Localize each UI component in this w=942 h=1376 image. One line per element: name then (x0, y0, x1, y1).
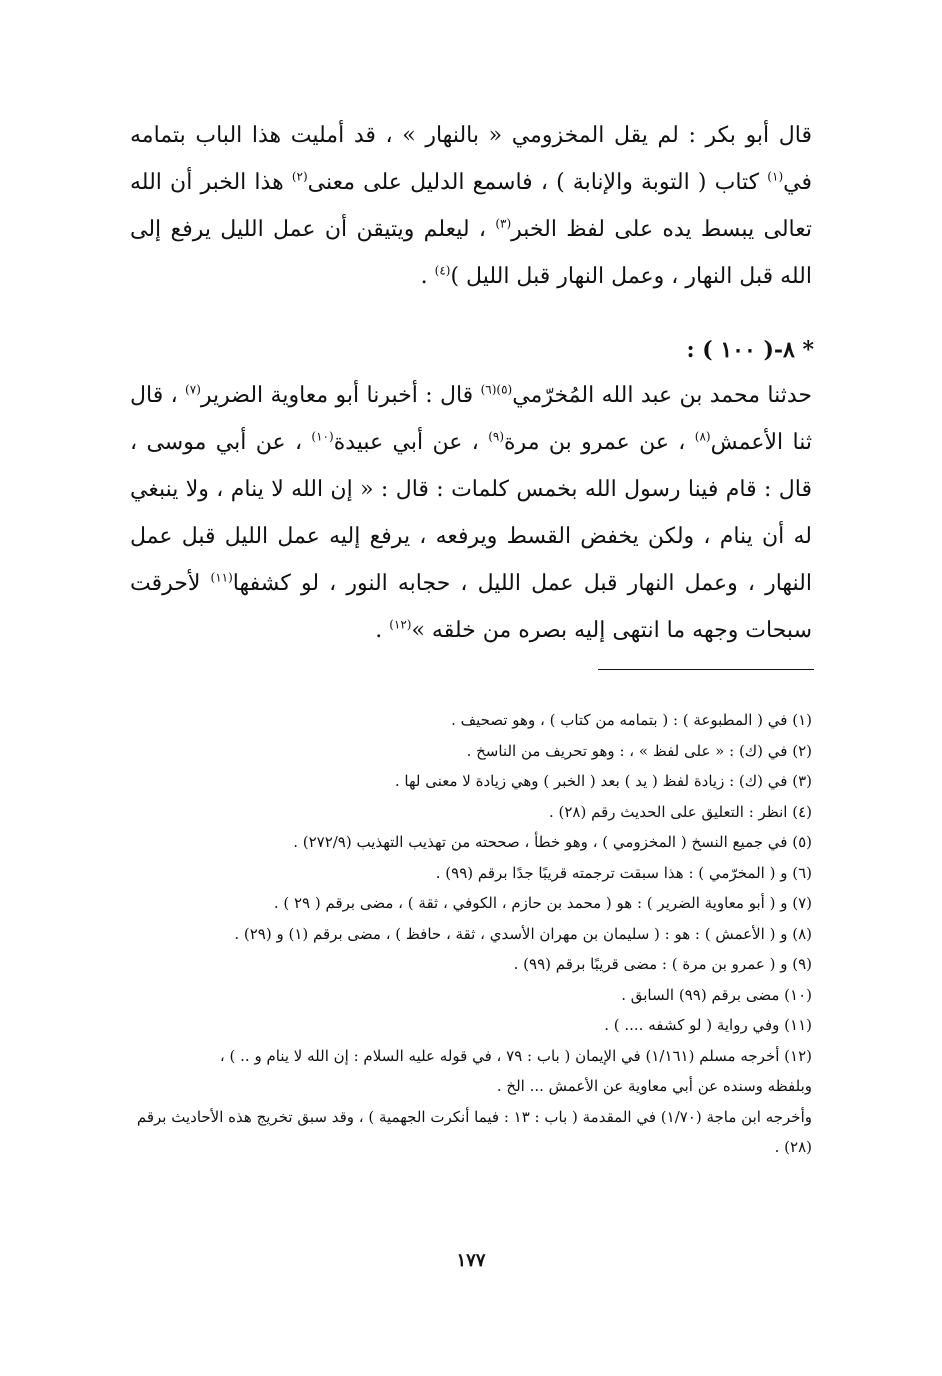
footnote-item: (١٠) مضى برقم (٩٩) السابق . (621, 985, 812, 1004)
footnote-ref: (٧) (185, 382, 201, 397)
text-segment: ، عن عمرو بن مرة (504, 430, 695, 455)
text-segment: ، عن أبي موسى ، قال : قام فينا رسول الله بخمس كلمات : قال : « إن الله لا ينام ، ولا ينبغي له أن ينام ، ولكن يخفض القسط ويرفعه ، يرفع إليه عمل الليل قبل عمل النهار ، وعمل النهار قبل عمل الليل ، حجابه النور ، لو كشفها (130, 430, 813, 596)
text-segment: حدثنا محمد بن عبد الله المُخرّمي (512, 383, 812, 408)
text-segment: هذا الخبر أن الله تعالى يبسط يده على لفظ الخبر (130, 170, 813, 242)
footnote-item: (٩) و ( عمرو بن مرة ) : مضى قريبًا برقم (٩٩) . (513, 955, 812, 973)
text-segment: . (375, 618, 390, 643)
text-segment: قال : أخبرنا أبو معاوية الضرير (200, 383, 481, 408)
footnote-ref: (١) (767, 169, 784, 184)
footnotes-list (130, 705, 812, 1163)
footnote-item: وبلفظه وسنده عن أبي معاوية عن الأعمش ... الخ . (496, 1077, 812, 1095)
footnote-ref: (٢) (291, 169, 308, 184)
footnote-item: (٤) انظر : التعليق على الحديث رقم (٢٨) . (548, 802, 812, 821)
footnote-divider (598, 669, 814, 670)
footnote-item: (١٢) أخرجه مسلم (١/١٦١) في الإيمان ( باب : ٧٩ ، في قوله عليه السلام : إن الله لا ينام و .. ) ، (219, 1046, 812, 1065)
page-number: ١٧٧ (456, 1250, 486, 1271)
footnote-item: (١١) وفي رواية ( لو كشفه .... ) . (604, 1016, 812, 1034)
text-segment: كتاب ( التوبة والإنابة ) ، فاسمع الدليل على معنى (307, 170, 760, 195)
footnote-item: (٨) و ( الأعمش ) : هو : ( سليمان بن مهران الأسدي ، ثقة ، حافظ ) ، مضى برقم (١) و (٢٩) . (234, 924, 812, 943)
text-segment: . (420, 264, 435, 289)
footnote-item: (٢) في (ك) : « على لفظ » ، : وهو تحريف من الناسخ . (466, 741, 812, 760)
text-segment: لأحرقت سبحات وجهه ما انتهى إليه بصره من خلقه » (130, 571, 812, 643)
footnote-ref: (١٢) (389, 617, 412, 632)
opening-paragraph (130, 112, 812, 300)
footnote-item: (٥) في جميع النسخ ( المخزومي ) ، وهو خطأ ، صححته من تهذيب التهذيب (٢٧٢/٩) . (293, 833, 812, 851)
text-segment: ، قال ثنا الأعمش (130, 383, 812, 455)
footnote-ref: (٩) (488, 429, 505, 444)
footnote-ref: (٥)(٦) (480, 382, 513, 397)
hadith-heading: * ٨-( ١٠٠ ) : (686, 337, 814, 363)
footnote-ref: (١٠) (311, 429, 334, 444)
text-segment: ، عن أبي عبيدة (333, 430, 489, 455)
footnote-item: (٧) و ( أبو معاوية الضرير ) : هو ( محمد بن حازم ، الكوفي ، ثقة ) ، مضى برقم ( ٢٩ ) . (273, 894, 812, 912)
text-segment: ، ليعلم ويتيقن أن عمل الليل يرفع إلى الله قبل النهار ، وعمل النهار قبل الليل ) (130, 217, 812, 289)
footnote-ref: (١١) (210, 570, 233, 585)
footnote-ref: (٤) (434, 263, 451, 278)
footnote-item: (١) في ( المطبوعة ) : ( بتمامه من كتاب ) ، وهو تصحيف . (451, 711, 812, 729)
footnote-item: وأخرجه ابن ماجة (١/٧٠) في المقدمة ( باب : ١٣ : فيما أنكرت الجهمية ) ، وقد سبق تخريج هذه الأحاديث برقم (٢٨) . (136, 1107, 812, 1156)
footnote-item: (٦) و ( المخرّمي ) : هذا سبقت ترجمته قريبًا جدًا برقم (٩٩) . (435, 863, 812, 882)
footnote-ref: (٨) (694, 429, 711, 444)
hadith-paragraph (130, 372, 812, 654)
footnote-item: (٣) في (ك) : زيادة لفظ ( يد ) بعد ( الخبر ) وهي زيادة لا معنى لها . (394, 772, 812, 790)
footnote-ref: (٣) (495, 216, 512, 231)
text-segment: قال أبو بكر : لم يقل المخزومي « بالنهار » ، قد أمليت هذا الباب بتمامه في (130, 123, 812, 195)
